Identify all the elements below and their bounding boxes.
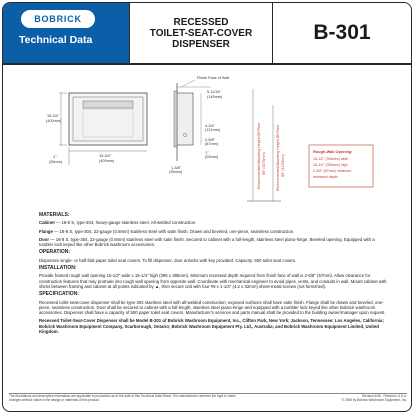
footer <box>9 395 407 409</box>
closing-text: Recessed Toilet-Seat-Cover Dispenser shall be Model B-301 of Bobrick Washroom Equipment, Inc., Clifton Park, New York; Jackson, Tennessee; Los Angeles, California; Bobrick Washroom Equipment Company, Scarborough, Ontario; Bobrick Washroom Equipment Pty. Ltd., Australia; and Bobrick Washroom Equipment Limited, United Kingdom. <box>39 318 384 335</box>
rough-wall-line-3: 2-3/8" (67mm) minimum <box>313 169 352 173</box>
brand-panel <box>3 3 129 63</box>
dim-depth-top-mm: (145mm) <box>207 95 223 99</box>
materials-cabinet: Cabinet — 18-8 S, type-304, heavy-gauge stainless steel. All-welded construction. <box>39 220 197 226</box>
dim-depth-top: 5-11/16" <box>207 90 221 94</box>
front-view <box>69 93 147 145</box>
cabinet-section <box>177 93 193 145</box>
specification-text: Recessed toilet-seat-cover dispenser shall be type-304 stainless steel with all-welded construction; exposed surfaces shall have satin finish. Flange shall be drawn and beveled, one-piece, seamless construction. Door shall be secured to cabinet with a full-length, stainless steel piano-hinge and equipped with a tumbler lock keyed like other Bobrick washroom accessories. Dispenser shall have a capacity of 500 paper toilet seat covers. Manufacturer's services and parts manual shall be provided to the building owner/manager upon request. <box>39 299 386 316</box>
mounting-height-label-a: Recommended Mounting Height Off Floor <box>257 122 261 189</box>
dim-side-b-mm: (67mm) <box>205 142 219 146</box>
technical-data-sheet <box>2 2 412 412</box>
model-number-panel <box>273 3 411 63</box>
footer-disclaimer: The illustrations and descriptive information are applicable to production as of the date of this Technical Data Sheet. The manufacturer reserves the right to make changes without notice in the design or materials of this product. <box>9 394 236 402</box>
materials-flange: Flange — 18-8 S, type-304, 22-gauge (0.8mm) stainless steel with satin finish. Drawn and beveled, one-piece, seamless construction. <box>39 228 295 234</box>
materials-heading: MATERIALS: <box>39 212 70 218</box>
dim-width-mm: (400mm) <box>99 159 115 163</box>
title-line-1: RECESSED <box>173 16 229 28</box>
flange-section <box>174 91 177 147</box>
rough-wall-title: Rough-Wall Opening: <box>313 149 353 154</box>
rough-wall-line-1: 15-1/2" (394mm) wide <box>313 157 349 161</box>
operation-heading: OPERATION: <box>39 249 71 256</box>
technical-drawing <box>11 65 407 213</box>
materials-door: Door — 18-8 S, type-304, 22-gauge (0.8mm) stainless steel with satin finish. Secured to cabinet with a full-length, stainless steel piano-hinge. Beveled opening. Equipped with a tumbler lock keyed like other Bobrick washroom accessories. <box>39 236 375 248</box>
finish-face-label: Finish Face of Wall <box>197 76 230 80</box>
dim-side-b: 2-5/8" <box>205 138 216 142</box>
rough-wall-opening-box <box>309 145 373 187</box>
dim-side-d-mm: (35mm) <box>169 170 183 174</box>
dispensing-opening <box>83 101 133 108</box>
installation-heading: INSTALLATION: <box>39 265 77 272</box>
dim-side-a-mm: (121mm) <box>205 128 221 132</box>
side-view <box>169 76 229 174</box>
rough-wall-line-2: 15-1/4" (359mm) high <box>313 163 348 167</box>
printed-in: Printed in U.S.A. <box>383 394 407 398</box>
dim-height-mm: (400mm) <box>46 119 62 123</box>
dim-side-c: 1" <box>205 151 209 155</box>
brand-subtitle: Technical Data <box>19 34 93 46</box>
operation-text: Dispenses single- or half-fold paper toilet seat covers. To fill dispenser, door unlocks with key provided. Capacity: 500 toilet seat covers. <box>39 257 297 263</box>
brand-name: BOBRICK <box>34 14 82 24</box>
bobrick-logo <box>21 10 95 28</box>
spec-content <box>39 213 387 337</box>
dim-left-offset: 1" <box>53 155 57 159</box>
title-line-2: TOILET-SEAT-COVER <box>149 27 253 39</box>
dim-side-d: 1-3/8" <box>171 166 182 170</box>
dim-side-a: 4-3/4" <box>205 124 216 128</box>
revision: Revised 4/06 <box>362 394 381 398</box>
model-number: B-301 <box>313 21 371 44</box>
dim-side-c-mm: (25mm) <box>205 155 219 159</box>
title-line-3: DISPENSER <box>172 38 230 50</box>
product-title <box>129 3 273 63</box>
mounting-heights <box>247 89 285 201</box>
mounting-height-value-b: 50" (1270mm) <box>281 154 285 177</box>
mounting-height-value-a: 66" (1675mm) <box>262 152 266 175</box>
copyright: © 2006 by Bobrick Washroom Equipment, Inc. <box>341 397 407 402</box>
mounting-height-label-b: Recommended Mounting Height Off Floor <box>276 124 280 191</box>
footer-meta <box>267 395 407 403</box>
dim-left-offset-mm: (25mm) <box>49 160 63 164</box>
specification-heading: SPECIFICATION: <box>39 291 79 298</box>
installation-text: Provide framed rough wall opening 15-1/2" wide x 15-1/4" high (395 x 385mm). Minimum recessed depth required from finish face of wall is 2-5/8" (67mm). Allow clearance for construction features that may protrude into rough wall opening from opposite wall. Coordinate with mechanical engineer to avoid pipes, vents, and conduits in wall. Mount cabinet with shims between framing and cabinet at all points indicated by ▲, then secure unit with four #8 x 1-1/4" (4.2 x 32mm) sheet-metal screws (not furnished). <box>39 273 387 289</box>
rough-wall-line-4: recessed depth <box>313 175 338 179</box>
dim-width: 15-3/4" <box>99 154 112 158</box>
dim-height: 15-3/4" <box>47 114 60 118</box>
